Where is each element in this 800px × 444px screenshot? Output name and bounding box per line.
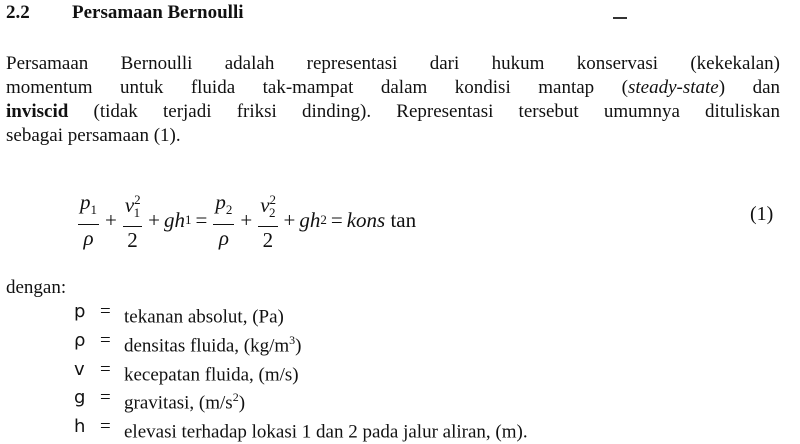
def-equals: = [100, 416, 111, 438]
fraction-p1-rho [78, 189, 99, 250]
def-equals: = [100, 387, 111, 409]
inviscid-term: inviscid [6, 101, 69, 122]
fraction-p2-rho [213, 189, 234, 250]
body-paragraph [6, 52, 780, 148]
def-text: elevasi terhadap lokasi 1 dan 2 pada jalur aliran, (m). [124, 421, 528, 443]
eq-plus-2: + [148, 207, 161, 232]
eq-h-1: h [174, 207, 186, 232]
def-text: kecepatan fluida, (m/s) [124, 363, 299, 385]
section-title: Persamaan Bernoulli [72, 2, 244, 23]
eq-v2-sup: 2 [269, 191, 277, 207]
eq-rho-2: ρ [218, 225, 229, 250]
def-text: densitas fluida, $(kg/m^3)$ [124, 332, 302, 357]
steady-state-term: steady-state [627, 77, 719, 98]
paragraph-line-2 [6, 76, 780, 100]
paragraph-line-3 [6, 100, 780, 124]
eq-g-2: g [299, 207, 310, 232]
eq-h1-sub: 1 [185, 212, 192, 227]
paragraph-line-2-a: momentum untuk fluida tak-mampat dalam kondisi mantap ( [6, 77, 628, 98]
def-symbol: p [74, 301, 86, 322]
eq-plus-3: + [240, 207, 253, 232]
eq-two-2: 2 [262, 228, 274, 253]
eq-v1-sub: 1 [133, 205, 141, 221]
eq-two-1: 2 [127, 228, 138, 253]
section-number: 2.2 [6, 2, 30, 23]
def-text: tekanan absolut, (Pa) [124, 306, 284, 328]
eq-h2-sub: 2 [320, 212, 327, 227]
def-equals: = [100, 358, 111, 380]
section-heading [6, 2, 244, 24]
eq-v1-sup: 2 [134, 191, 141, 207]
paragraph-line-2-c: ) dan [718, 77, 781, 98]
def-equals: = [100, 329, 111, 351]
fraction-v1-2 [123, 187, 142, 253]
eq-v1: v [124, 192, 135, 217]
eq-p2-sub: 2 [225, 202, 233, 218]
def-symbol: v [74, 358, 85, 380]
eq-v2-sub: 2 [269, 205, 276, 221]
eq-p1: p [80, 190, 91, 215]
eq-g-1: g [164, 207, 175, 232]
paragraph-line-3-b: (tidak terjadi friksi dinding). Representasi tersebut umumnya dituliskan [68, 101, 780, 122]
eq-plus-1: + [105, 207, 117, 232]
def-symbol: ρ [74, 329, 86, 351]
definition-row-v [74, 358, 528, 387]
eq-equals-2: = [330, 207, 343, 232]
def-text: gravitasi, $(m/s^2)$ [124, 390, 246, 414]
definitions-intro: dengan: [6, 277, 67, 298]
eq-equals-1: = [195, 207, 208, 232]
definition-row-rho [74, 329, 528, 358]
paragraph-line-4: sebagai persamaan (1). [6, 125, 181, 146]
eq-h-2: h [309, 207, 321, 232]
paragraph-line-1: Persamaan Bernoulli adalah representasi dari hukum konservasi (kekekalan) [6, 53, 780, 74]
equation-number: (1) [750, 203, 774, 225]
definition-row-p [74, 300, 528, 329]
definitions-list [74, 300, 528, 444]
def-symbol: h [74, 416, 86, 438]
fraction-v2-2 [258, 187, 277, 253]
definition-row-h [74, 415, 528, 444]
def-equals: = [100, 301, 111, 322]
eq-rhs-upright: tan [390, 207, 417, 232]
def-symbol: g [74, 387, 86, 409]
eq-plus-4: + [283, 207, 296, 232]
eq-rhs-italic: kons [346, 207, 386, 232]
eq-p2: p [215, 190, 226, 215]
bernoulli-equation [76, 188, 416, 252]
scan-mark [613, 17, 627, 19]
eq-rho-1: ρ [83, 225, 94, 250]
definition-row-g [74, 386, 528, 415]
eq-v2: v [260, 192, 270, 217]
eq-p1-sub: 1 [90, 202, 97, 218]
